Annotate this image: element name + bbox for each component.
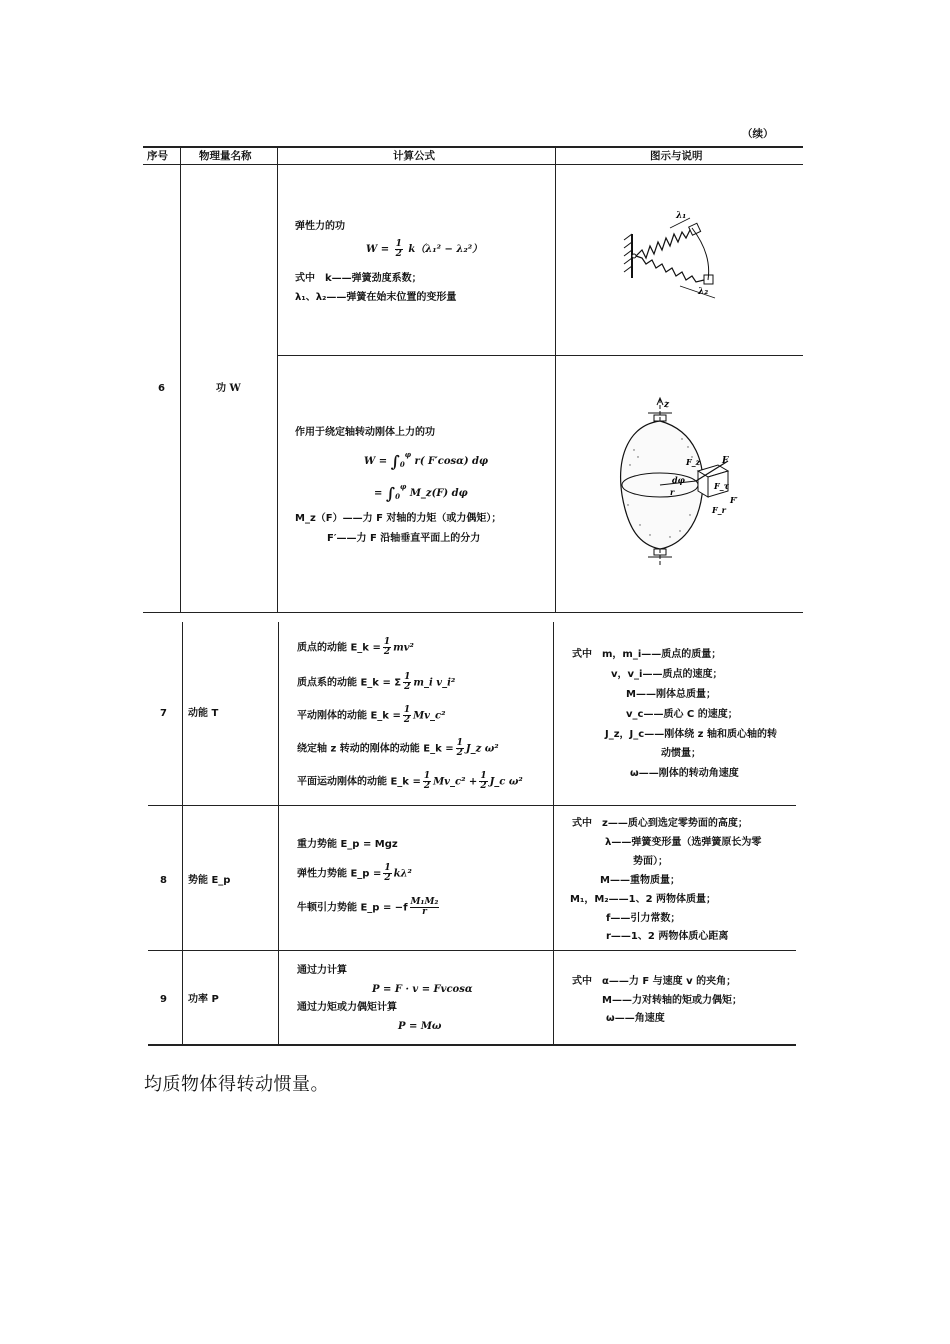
r8-line3: 牛顿引力势能 E_p = −f $\frac{\text{M₁M₂}}{r}$ (297, 897, 439, 917)
r7-note1: 式中 m，m_i——质点的质量； (572, 649, 722, 660)
fig-F: F (722, 456, 729, 466)
r6a-title: 弹性力的功 (295, 221, 345, 232)
r7-note5: J_z，J_c——刚体绕 z 轴和质心轴的转 (605, 729, 777, 740)
r6b-where1: M_z（F）——力 F 对轴的力矩（或力偶矩）； (295, 513, 502, 524)
fig-z: z (664, 400, 670, 410)
r7-line1: 质点的动能 E_k = $\frac{1}{2}$ mv² (297, 637, 414, 657)
spring-diagram (620, 206, 740, 306)
r8-note3: 势面）； (633, 856, 668, 867)
fig-lambda2: λ₂ (698, 287, 709, 297)
r7-note7: ω——刚体的转动角速度 (630, 768, 739, 779)
r7-line4: 绕定轴 z 转动的刚体的动能 E_k = $\frac{1}{2}$ J_z ω² (297, 738, 499, 758)
r8-note7: r——1、2 两物体质心距离 (606, 931, 729, 942)
r8-line2: 弹性力势能 E_p = $\frac{1}{2}$ kλ² (297, 863, 412, 883)
r7-note6: 动惯量； (661, 748, 701, 759)
r9-line1: 通过力计算 (297, 965, 347, 976)
r7-line2: 质点系的动能 E_k = Σ $\frac{1}{2}$ m_i v_i² (297, 672, 456, 692)
fig-Fr: F_r (712, 505, 726, 515)
fig-r: r (670, 487, 675, 497)
row6-number: 6 (158, 383, 165, 394)
row9-name: 功率 P (188, 994, 219, 1005)
r8-line1: 重力势能 E_p = Mgz (297, 839, 398, 850)
fig-Ftau: F_τ (714, 481, 730, 491)
r6b-formula1: $W = \int_0^\varphi$ r( F′cosα) dφ (364, 450, 489, 471)
continued-mark: （续） (742, 128, 774, 140)
row8-name: 势能 E_p (188, 875, 231, 886)
header-name: 物理量名称 (199, 150, 252, 162)
r9-note2: M——力对转轴的矩或力偶矩； (602, 995, 742, 1006)
r8-note2: λ——弹簧变形量（选弹簧原长为零 (605, 837, 762, 848)
row6-name: 功 W (216, 383, 241, 394)
fig-dphi: dφ (672, 475, 685, 485)
r9-line4: P = Mω (398, 1021, 442, 1032)
r6b-formula2: = $\int_0^\varphi$ M_z(F) dφ (374, 482, 468, 503)
r9-line3: 通过力矩或力偶矩计算 (297, 1002, 397, 1013)
r8-note5: M₁，M₂——1、2 两物体质量； (570, 894, 717, 905)
row9-number: 9 (160, 994, 167, 1005)
body-text: 均质物体得转动惯量。 (144, 1074, 329, 1095)
row7-number: 7 (160, 708, 167, 719)
r7-note4: v_c——质心 C 的速度； (626, 709, 738, 720)
header-no: 序号 (147, 150, 168, 162)
header-formula: 计算公式 (393, 150, 435, 162)
rigid-body-diagram (610, 395, 750, 570)
fig-lambda1: λ₁ (676, 211, 687, 221)
r9-note3: ω——角速度 (606, 1013, 665, 1024)
r7-note3: M——刚体总质量； (626, 689, 716, 700)
header-diagram: 图示与说明 (650, 150, 703, 162)
r8-note4: M——重物质量； (600, 875, 680, 886)
fig-Fz: F_z (686, 457, 701, 467)
r9-line2: P = F · v = Fvcosα (372, 984, 473, 995)
r7-note2: v，v_i——质点的速度； (611, 669, 723, 680)
row7-name: 动能 T (188, 708, 219, 719)
r6b-title: 作用于绕定轴转动刚体上力的功 (295, 427, 435, 438)
r8-note6: f——引力常数； (606, 913, 681, 924)
r7-line5: 平面运动刚体的动能 E_k = $\frac{1}{2}$ Mv_c² + $\frac{1}{2}$ J_c ω² (297, 771, 523, 791)
r7-line3: 平动刚体的动能 E_k = $\frac{1}{2}$ Mv_c² (297, 705, 446, 725)
fig-Fprime: F′ (730, 495, 738, 505)
r6a-where1: 式中 k——弹簧劲度系数； (295, 273, 422, 284)
row8-number: 8 (160, 875, 167, 886)
r6b-where2: F′——力 F 沿轴垂直平面上的分力 (327, 533, 481, 544)
r6a-where2: λ₁、λ₂——弹簧在始末位置的变形量 (295, 292, 457, 303)
r8-note1: 式中 z——质心到选定零势面的高度； (572, 818, 748, 829)
r6a-formula: W = $\frac{1}{2}$ k（λ₁² − λ₂²） (366, 239, 483, 259)
r9-note1: 式中 α——力 F 与速度 v 的夹角； (572, 976, 737, 987)
